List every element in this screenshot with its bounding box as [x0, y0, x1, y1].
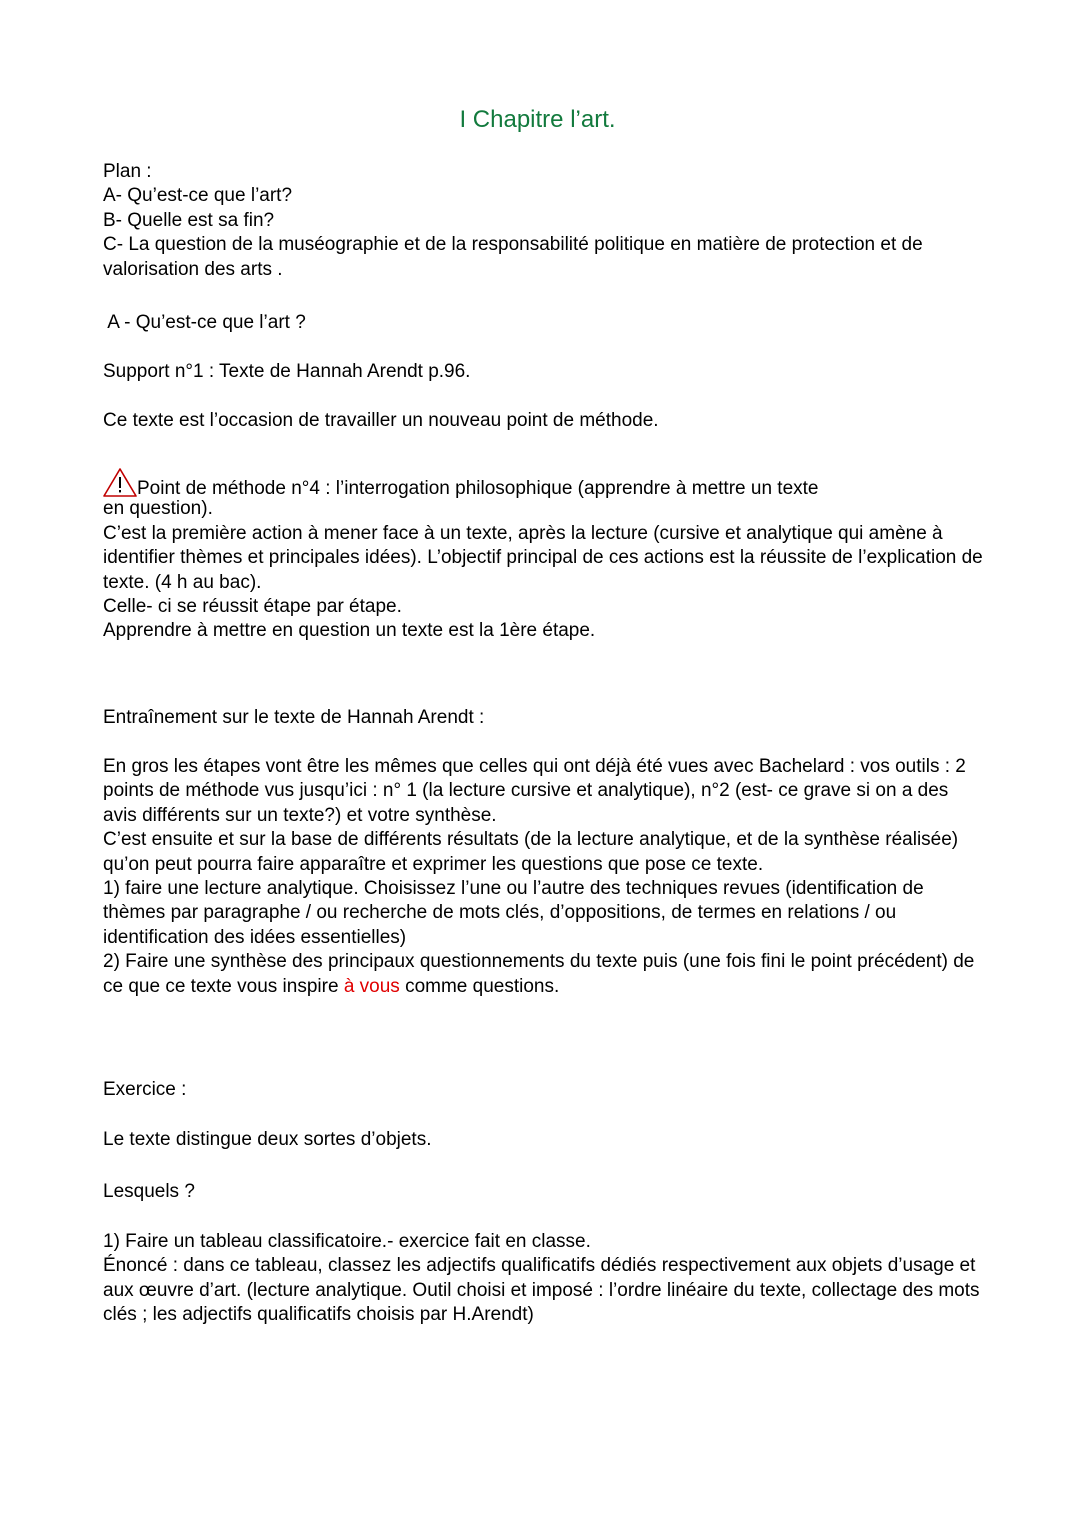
training-paragraph: [103, 950, 983, 999]
method-line: Celle- ci se réussit étape par étape.: [103, 596, 402, 618]
training-paragraph: C’est ensuite et sur la base de différents résultats (de la lecture analytique, et de la synthèse réalisée) qu’on peut pourra faire apparaître et exprimer les questions que pose ce texte.: [103, 829, 959, 875]
exercise-step: 1) Faire un tableau classificatoire.- exercice fait en classe.: [103, 1231, 591, 1252]
exercise-statement: Énoncé : dans ce tableau, classez les adjectifs qualificatifs dédiés respectivement aux objets d’usage et aux œuvre d’art. (lecture analytique. Outil choisi et imposé : l’ordre linéaire du texte, collectage des mots clés ; les adjectifs qualificatifs choisis par H.Arendt): [103, 1255, 980, 1326]
highlight-text: à vous: [343, 975, 400, 997]
exercise-line: Le texte distingue deux sortes d’objets.: [103, 1129, 432, 1150]
method-heading-line1: Point de méthode n°4 : l’interrogation philosophique (apprendre à mettre un texte: [137, 478, 819, 499]
exercise-line: Lesquels ?: [103, 1181, 195, 1202]
plan-item: A- Qu’est-ce que l’art?: [103, 185, 293, 207]
training-text: 2) Faire une synthèse des principaux questionnements du texte puis (une fois fini le point précédent) de ce que ce texte vous inspire: [103, 951, 975, 997]
method-paragraph: C’est la première action à mener face à un texte, après la lecture (cursive et analytique qui amène à identifier thèmes et principales idées). L’objectif principal de ces actions est la réussite de l’explication de texte. (4 h au bac).: [103, 522, 983, 593]
method-heading-line2: en question).: [103, 498, 213, 520]
training-block: [103, 755, 983, 999]
training-paragraph: En gros les étapes vont être les mêmes que celles qui ont déjà été vues avec Bachelard : vos outils : 2 points de méthode vus jusqu’ici : n° 1 (la lecture cursive et analytique), n°2 (est- ce grave si on a des avis différents sur un texte?) et votre synthèse.: [103, 756, 966, 826]
method-block: [103, 467, 983, 644]
training-heading: Entraînement sur le texte de Hannah Arendt :: [103, 707, 485, 728]
section-a-heading: A - Qu’est-ce que l’art ?: [103, 312, 306, 333]
method-line: Apprendre à mettre en question un texte est la 1ère étape.: [103, 620, 596, 642]
plan-label: Plan :: [103, 161, 152, 182]
plan-item: C- La question de la muséographie et de la responsabilité politique en matière de protection et de valorisation des arts .: [103, 234, 923, 280]
plan-block: [103, 160, 983, 282]
exercise-heading: Exercice :: [103, 1079, 187, 1100]
warning-icon: [103, 467, 137, 497]
method-heading: [103, 467, 983, 501]
method-intro: Ce texte est l’occasion de travailler un nouveau point de méthode.: [103, 410, 659, 431]
support-line: Support n°1 : Texte de Hannah Arendt p.96.: [103, 361, 471, 382]
plan-item: B- Quelle est sa fin?: [103, 209, 275, 231]
chapter-title: I Chapitre l’art.: [459, 106, 616, 133]
exercise-block: [103, 1230, 983, 1328]
training-paragraph: 1) faire une lecture analytique. Choisissez l’une ou l’autre des techniques revues (identification de thèmes par paragraphe / ou recherche de mots clés, d’oppositions, de termes en relations / ou identification des idées essentielles): [103, 878, 924, 948]
training-text: comme questions.: [399, 975, 560, 997]
